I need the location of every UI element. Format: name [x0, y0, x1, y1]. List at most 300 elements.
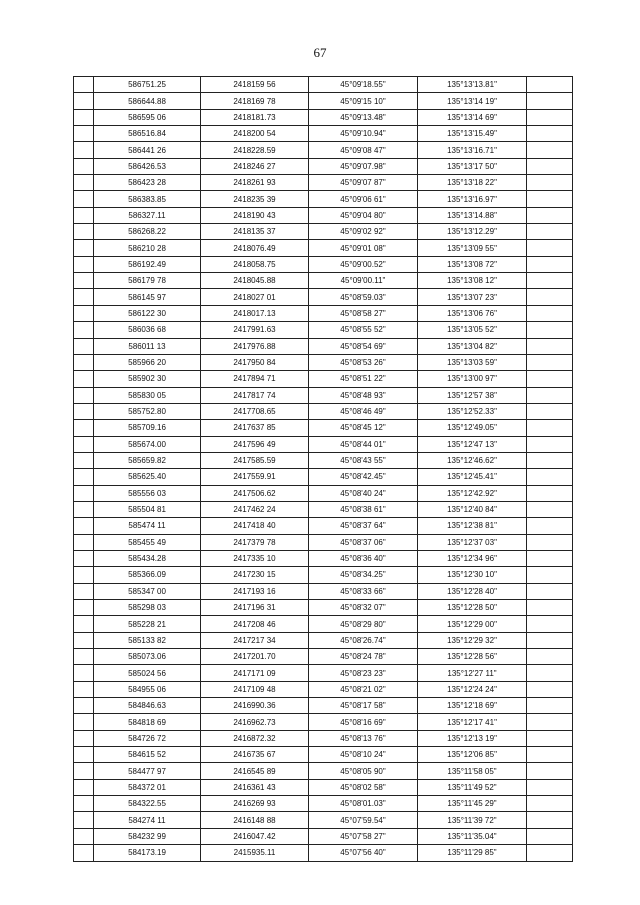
x-coordinate-cell: 585504 81: [94, 501, 201, 517]
notes-cell: [527, 256, 573, 272]
x-coordinate-cell: 585073.06: [94, 649, 201, 665]
longitude-cell: 135°12'24 24": [418, 681, 527, 697]
x-coordinate-cell: 585366.09: [94, 567, 201, 583]
notes-cell: [527, 289, 573, 305]
x-coordinate-cell: 586011 13: [94, 338, 201, 354]
latitude-cell: 45°08'58 27": [309, 305, 418, 321]
y-coordinate-cell: 2417894 71: [201, 371, 309, 387]
latitude-cell: 45°07'56 40": [309, 845, 418, 861]
y-coordinate-cell: 2417230 15: [201, 567, 309, 583]
longitude-cell: 135°12'40 84": [418, 501, 527, 517]
latitude-cell: 45°08'53 26": [309, 354, 418, 370]
longitude-cell: 135°12'27 11": [418, 665, 527, 681]
y-coordinate-cell: 2417379 78: [201, 534, 309, 550]
row-number-cell: [74, 77, 94, 93]
x-coordinate-cell: 584818 69: [94, 714, 201, 730]
y-coordinate-cell: 2417201.70: [201, 649, 309, 665]
notes-cell: [527, 354, 573, 370]
table-row: [74, 763, 573, 779]
latitude-cell: 45°09'07 87": [309, 175, 418, 191]
latitude-cell: 45°08'59.03": [309, 289, 418, 305]
longitude-cell: 135°13'09 55": [418, 240, 527, 256]
notes-cell: [527, 305, 573, 321]
table-row: [74, 518, 573, 534]
table-row: [74, 322, 573, 338]
x-coordinate-cell: 586036 68: [94, 322, 201, 338]
x-coordinate-cell: 585966 20: [94, 354, 201, 370]
row-number-cell: [74, 338, 94, 354]
x-coordinate-cell: 586423 28: [94, 175, 201, 191]
x-coordinate-cell: 584615 52: [94, 747, 201, 763]
table-row: [74, 126, 573, 142]
y-coordinate-cell: 2417559.91: [201, 469, 309, 485]
row-number-cell: [74, 452, 94, 468]
latitude-cell: 45°09'00.52": [309, 256, 418, 272]
row-number-cell: [74, 289, 94, 305]
longitude-cell: 135°13'08 72": [418, 256, 527, 272]
latitude-cell: 45°09'18.55": [309, 77, 418, 93]
notes-cell: [527, 207, 573, 223]
longitude-cell: 135°12'47 13": [418, 436, 527, 452]
latitude-cell: 45°08'21 02": [309, 681, 418, 697]
y-coordinate-cell: 2416269 93: [201, 796, 309, 812]
notes-cell: [527, 845, 573, 861]
latitude-cell: 45°08'29 80": [309, 616, 418, 632]
table-row: [74, 534, 573, 550]
notes-cell: [527, 322, 573, 338]
row-number-cell: [74, 191, 94, 207]
notes-cell: [527, 550, 573, 566]
y-coordinate-cell: 2418017.13: [201, 305, 309, 321]
notes-cell: [527, 681, 573, 697]
row-number-cell: [74, 240, 94, 256]
y-coordinate-cell: 2417817 74: [201, 387, 309, 403]
table-row: [74, 485, 573, 501]
longitude-cell: 135°12'29 00": [418, 616, 527, 632]
y-coordinate-cell: 2418135 37: [201, 224, 309, 240]
x-coordinate-cell: 585902 30: [94, 371, 201, 387]
x-coordinate-cell: 584372 01: [94, 779, 201, 795]
y-coordinate-cell: 2418045.88: [201, 273, 309, 289]
y-coordinate-cell: 2418076.49: [201, 240, 309, 256]
table-row: [74, 338, 573, 354]
longitude-cell: 135°11'35.04": [418, 828, 527, 844]
notes-cell: [527, 452, 573, 468]
y-coordinate-cell: 2417991.63: [201, 322, 309, 338]
longitude-cell: 135°13'06 76": [418, 305, 527, 321]
latitude-cell: 45°08'40 24": [309, 485, 418, 501]
y-coordinate-cell: 2418228.59: [201, 142, 309, 158]
latitude-cell: 45°07'59.54": [309, 812, 418, 828]
table-row: [74, 681, 573, 697]
x-coordinate-cell: 585434.28: [94, 550, 201, 566]
row-number-cell: [74, 142, 94, 158]
y-coordinate-cell: 2417976.88: [201, 338, 309, 354]
x-coordinate-cell: 584846.63: [94, 698, 201, 714]
table-row: [74, 632, 573, 648]
x-coordinate-cell: 585298 03: [94, 600, 201, 616]
x-coordinate-cell: 585133 82: [94, 632, 201, 648]
notes-cell: [527, 371, 573, 387]
table-row: [74, 175, 573, 191]
table-row: [74, 600, 573, 616]
latitude-cell: 45°09'04 80": [309, 207, 418, 223]
notes-cell: [527, 714, 573, 730]
y-coordinate-cell: 2418200 54: [201, 126, 309, 142]
x-coordinate-cell: 585674.00: [94, 436, 201, 452]
notes-cell: [527, 436, 573, 452]
table-row: [74, 747, 573, 763]
x-coordinate-cell: 584232 99: [94, 828, 201, 844]
table-row: [74, 436, 573, 452]
x-coordinate-cell: 586192.49: [94, 256, 201, 272]
y-coordinate-cell: 2417418 40: [201, 518, 309, 534]
row-number-cell: [74, 158, 94, 174]
notes-cell: [527, 109, 573, 125]
latitude-cell: 45°08'32 07": [309, 600, 418, 616]
x-coordinate-cell: 585709.16: [94, 420, 201, 436]
latitude-cell: 45°08'33 66": [309, 583, 418, 599]
longitude-cell: 135°13'05 52": [418, 322, 527, 338]
longitude-cell: 135°13'04 82": [418, 338, 527, 354]
row-number-cell: [74, 828, 94, 844]
x-coordinate-cell: 586383.85: [94, 191, 201, 207]
table-row: [74, 845, 573, 861]
row-number-cell: [74, 632, 94, 648]
latitude-cell: 45°09'02 92": [309, 224, 418, 240]
y-coordinate-cell: 2417950 84: [201, 354, 309, 370]
notes-cell: [527, 812, 573, 828]
x-coordinate-cell: 585228 21: [94, 616, 201, 632]
table-row: [74, 158, 573, 174]
longitude-cell: 135°12'30 10": [418, 567, 527, 583]
latitude-cell: 45°08'51 22": [309, 371, 418, 387]
x-coordinate-cell: 584726 72: [94, 730, 201, 746]
longitude-cell: 135°11'49 52": [418, 779, 527, 795]
row-number-cell: [74, 534, 94, 550]
longitude-cell: 135°13'12.29": [418, 224, 527, 240]
y-coordinate-cell: 2418169 78: [201, 93, 309, 109]
notes-cell: [527, 534, 573, 550]
longitude-cell: 135°12'28 56": [418, 649, 527, 665]
longitude-cell: 135°13'17 50": [418, 158, 527, 174]
row-number-cell: [74, 600, 94, 616]
notes-cell: [527, 485, 573, 501]
y-coordinate-cell: 2417109 48: [201, 681, 309, 697]
row-number-cell: [74, 273, 94, 289]
longitude-cell: 135°13'18 22": [418, 175, 527, 191]
table-row: [74, 550, 573, 566]
y-coordinate-cell: 2417708.65: [201, 403, 309, 419]
notes-cell: [527, 273, 573, 289]
longitude-cell: 135°13'16.97": [418, 191, 527, 207]
x-coordinate-cell: 586179 78: [94, 273, 201, 289]
row-number-cell: [74, 681, 94, 697]
y-coordinate-cell: 2418235 39: [201, 191, 309, 207]
latitude-cell: 45°08'36 40": [309, 550, 418, 566]
notes-cell: [527, 420, 573, 436]
notes-cell: [527, 747, 573, 763]
row-number-cell: [74, 583, 94, 599]
longitude-cell: 135°11'29 85": [418, 845, 527, 861]
longitude-cell: 135°11'58 05": [418, 763, 527, 779]
y-coordinate-cell: 2416962.73: [201, 714, 309, 730]
notes-cell: [527, 779, 573, 795]
row-number-cell: [74, 420, 94, 436]
table-row: [74, 77, 573, 93]
row-number-cell: [74, 550, 94, 566]
row-number-cell: [74, 779, 94, 795]
longitude-cell: 135°12'13 19": [418, 730, 527, 746]
y-coordinate-cell: 2416735 67: [201, 747, 309, 763]
longitude-cell: 135°12'18 69": [418, 698, 527, 714]
latitude-cell: 45°08'13 76": [309, 730, 418, 746]
y-coordinate-cell: 2418181.73: [201, 109, 309, 125]
longitude-cell: 135°13'14 69": [418, 109, 527, 125]
row-number-cell: [74, 387, 94, 403]
row-number-cell: [74, 714, 94, 730]
notes-cell: [527, 224, 573, 240]
row-number-cell: [74, 501, 94, 517]
latitude-cell: 45°09'06 61": [309, 191, 418, 207]
latitude-cell: 45°08'16 69": [309, 714, 418, 730]
latitude-cell: 45°08'17 58": [309, 698, 418, 714]
row-number-cell: [74, 207, 94, 223]
table-row: [74, 354, 573, 370]
table-row: [74, 796, 573, 812]
x-coordinate-cell: 586210 28: [94, 240, 201, 256]
latitude-cell: 45°08'10 24": [309, 747, 418, 763]
y-coordinate-cell: 2417208 46: [201, 616, 309, 632]
x-coordinate-cell: 585455 49: [94, 534, 201, 550]
latitude-cell: 45°08'02 58": [309, 779, 418, 795]
x-coordinate-cell: 584173.19: [94, 845, 201, 861]
y-coordinate-cell: 2417506.62: [201, 485, 309, 501]
table-row: [74, 240, 573, 256]
x-coordinate-cell: 586595 06: [94, 109, 201, 125]
row-number-cell: [74, 109, 94, 125]
x-coordinate-cell: 585556 03: [94, 485, 201, 501]
latitude-cell: 45°08'48 93": [309, 387, 418, 403]
longitude-cell: 135°12'57 38": [418, 387, 527, 403]
table-row: [74, 142, 573, 158]
latitude-cell: 45°08'24 78": [309, 649, 418, 665]
longitude-cell: 135°12'29 32": [418, 632, 527, 648]
notes-cell: [527, 403, 573, 419]
latitude-cell: 45°08'38 61": [309, 501, 418, 517]
longitude-cell: 135°12'38 81": [418, 518, 527, 534]
notes-cell: [527, 730, 573, 746]
table-row: [74, 812, 573, 828]
latitude-cell: 45°09'15 10": [309, 93, 418, 109]
longitude-cell: 135°13'16.71": [418, 142, 527, 158]
notes-cell: [527, 698, 573, 714]
table-row: [74, 501, 573, 517]
longitude-cell: 135°12'17 41": [418, 714, 527, 730]
notes-cell: [527, 469, 573, 485]
row-number-cell: [74, 322, 94, 338]
table-row: [74, 779, 573, 795]
longitude-cell: 135°12'52.33": [418, 403, 527, 419]
row-number-cell: [74, 747, 94, 763]
table-row: [74, 109, 573, 125]
x-coordinate-cell: 586122 30: [94, 305, 201, 321]
notes-cell: [527, 632, 573, 648]
notes-cell: [527, 828, 573, 844]
row-number-cell: [74, 518, 94, 534]
x-coordinate-cell: 586751.25: [94, 77, 201, 93]
latitude-cell: 45°08'01.03": [309, 796, 418, 812]
notes-cell: [527, 649, 573, 665]
notes-cell: [527, 616, 573, 632]
notes-cell: [527, 796, 573, 812]
y-coordinate-cell: 2416148 88: [201, 812, 309, 828]
notes-cell: [527, 240, 573, 256]
longitude-cell: 135°12'37 03": [418, 534, 527, 550]
table-row: [74, 224, 573, 240]
latitude-cell: 45°08'37 06": [309, 534, 418, 550]
latitude-cell: 45°08'37 64": [309, 518, 418, 534]
x-coordinate-cell: 585752.80: [94, 403, 201, 419]
row-number-cell: [74, 469, 94, 485]
row-number-cell: [74, 354, 94, 370]
x-coordinate-cell: 586426.53: [94, 158, 201, 174]
row-number-cell: [74, 485, 94, 501]
row-number-cell: [74, 698, 94, 714]
latitude-cell: 45°09'13.48": [309, 109, 418, 125]
latitude-cell: 45°07'58 27": [309, 828, 418, 844]
table-row: [74, 273, 573, 289]
y-coordinate-cell: 2415935.11: [201, 845, 309, 861]
y-coordinate-cell: 2417335 10: [201, 550, 309, 566]
x-coordinate-cell: 585659.82: [94, 452, 201, 468]
latitude-cell: 45°08'54 69": [309, 338, 418, 354]
y-coordinate-cell: 2418027 01: [201, 289, 309, 305]
notes-cell: [527, 583, 573, 599]
x-coordinate-cell: 584322.55: [94, 796, 201, 812]
notes-cell: [527, 126, 573, 142]
x-coordinate-cell: 585830 05: [94, 387, 201, 403]
coordinates-table: [73, 76, 573, 862]
y-coordinate-cell: 2417596 49: [201, 436, 309, 452]
notes-cell: [527, 600, 573, 616]
row-number-cell: [74, 305, 94, 321]
longitude-cell: 135°13'08 12": [418, 273, 527, 289]
x-coordinate-cell: 586268.22: [94, 224, 201, 240]
longitude-cell: 135°12'45.41": [418, 469, 527, 485]
row-number-cell: [74, 845, 94, 861]
latitude-cell: 45°08'23 23": [309, 665, 418, 681]
table-row: [74, 371, 573, 387]
table-row: [74, 616, 573, 632]
x-coordinate-cell: 586441 26: [94, 142, 201, 158]
latitude-cell: 45°08'34.25": [309, 567, 418, 583]
latitude-cell: 45°08'44 01": [309, 436, 418, 452]
row-number-cell: [74, 224, 94, 240]
y-coordinate-cell: 2416545 89: [201, 763, 309, 779]
y-coordinate-cell: 2417196 31: [201, 600, 309, 616]
table-row: [74, 649, 573, 665]
x-coordinate-cell: 585625.40: [94, 469, 201, 485]
y-coordinate-cell: 2418190 43: [201, 207, 309, 223]
y-coordinate-cell: 2417637 85: [201, 420, 309, 436]
notes-cell: [527, 142, 573, 158]
latitude-cell: 45°08'45 12": [309, 420, 418, 436]
notes-cell: [527, 567, 573, 583]
longitude-cell: 135°13'07 23": [418, 289, 527, 305]
latitude-cell: 45°09'01 08": [309, 240, 418, 256]
row-number-cell: [74, 175, 94, 191]
x-coordinate-cell: 586145 97: [94, 289, 201, 305]
row-number-cell: [74, 665, 94, 681]
longitude-cell: 135°13'13.81": [418, 77, 527, 93]
x-coordinate-cell: 584477 97: [94, 763, 201, 779]
row-number-cell: [74, 763, 94, 779]
notes-cell: [527, 501, 573, 517]
table-row: [74, 828, 573, 844]
latitude-cell: 45°08'43 55": [309, 452, 418, 468]
y-coordinate-cell: 2416047.42: [201, 828, 309, 844]
x-coordinate-cell: 586516.84: [94, 126, 201, 142]
row-number-cell: [74, 371, 94, 387]
y-coordinate-cell: 2417171 09: [201, 665, 309, 681]
notes-cell: [527, 175, 573, 191]
longitude-cell: 135°12'28 40": [418, 583, 527, 599]
latitude-cell: 45°08'05 90": [309, 763, 418, 779]
table-row: [74, 207, 573, 223]
longitude-cell: 135°12'06 85": [418, 747, 527, 763]
longitude-cell: 135°12'34 96": [418, 550, 527, 566]
table-row: [74, 256, 573, 272]
latitude-cell: 45°09'10.94": [309, 126, 418, 142]
table-row: [74, 191, 573, 207]
row-number-cell: [74, 796, 94, 812]
longitude-cell: 135°12'42.92": [418, 485, 527, 501]
x-coordinate-cell: 586644.88: [94, 93, 201, 109]
table-row: [74, 387, 573, 403]
notes-cell: [527, 158, 573, 174]
y-coordinate-cell: 2417585.59: [201, 452, 309, 468]
table-row: [74, 567, 573, 583]
table-row: [74, 665, 573, 681]
notes-cell: [527, 191, 573, 207]
page-number: 67: [313, 45, 327, 60]
table-row: [74, 452, 573, 468]
longitude-cell: 135°13'00 97": [418, 371, 527, 387]
longitude-cell: 135°13'03 59": [418, 354, 527, 370]
x-coordinate-cell: 585347 00: [94, 583, 201, 599]
y-coordinate-cell: 2418159 56: [201, 77, 309, 93]
x-coordinate-cell: 585024 56: [94, 665, 201, 681]
table-row: [74, 469, 573, 485]
y-coordinate-cell: 2417193 16: [201, 583, 309, 599]
row-number-cell: [74, 403, 94, 419]
row-number-cell: [74, 730, 94, 746]
latitude-cell: 45°08'42.45": [309, 469, 418, 485]
y-coordinate-cell: 2416361 43: [201, 779, 309, 795]
notes-cell: [527, 665, 573, 681]
table-row: [74, 583, 573, 599]
row-number-cell: [74, 436, 94, 452]
x-coordinate-cell: 584955 06: [94, 681, 201, 697]
longitude-cell: 135°13'14.88": [418, 207, 527, 223]
y-coordinate-cell: 2416872.32: [201, 730, 309, 746]
table-row: [74, 93, 573, 109]
table-row: [74, 730, 573, 746]
notes-cell: [527, 77, 573, 93]
longitude-cell: 135°11'39 72": [418, 812, 527, 828]
table-row: [74, 420, 573, 436]
